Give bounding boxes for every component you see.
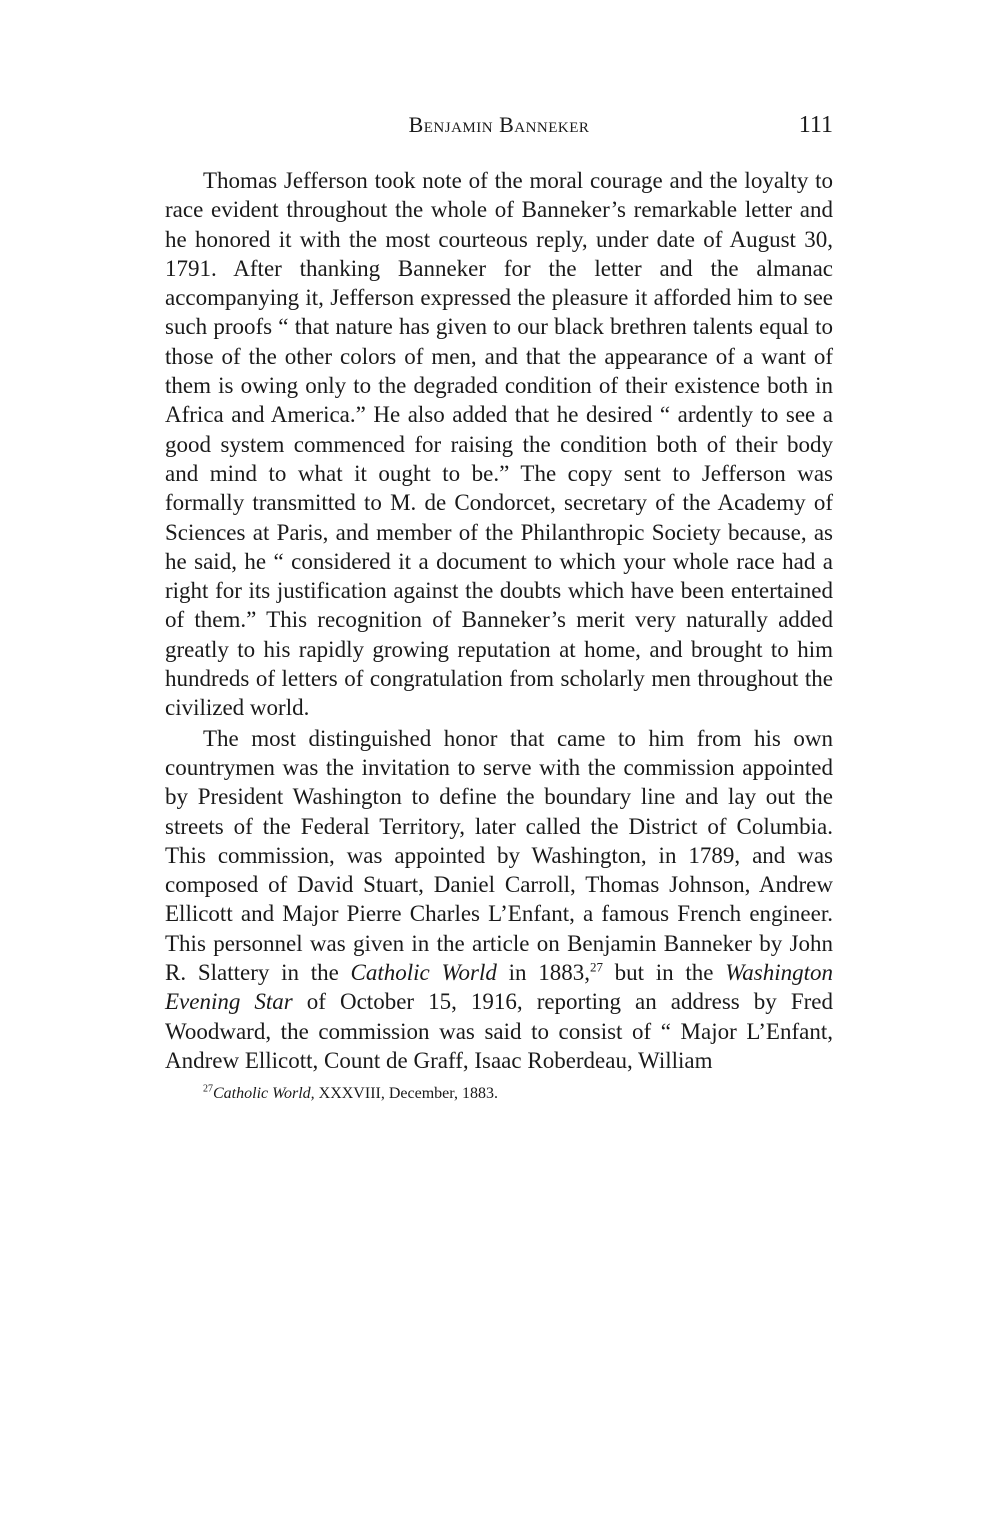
paragraph-text: of October 15, 1916, reporting an address by Fred Woodward, the commission was said to consist of “ Major L’Enfant, Andrew Ellicott, Count de Graff, Isaac Roberdeau, William: [165, 989, 834, 1073]
footnote-reference: 27: [589, 959, 603, 975]
running-title: Benjamin Banneker: [408, 112, 590, 137]
paragraph-text: in 1883,: [496, 960, 590, 986]
paragraph-commission: [165, 724, 833, 1076]
footnote-italic-title: Catholic World,: [213, 1085, 315, 1103]
italic-title-evening-star: Washington Evening Star: [165, 960, 834, 1015]
paragraph-jefferson-reply: Thomas Jefferson took note of the moral courage and the loyalty to race evident throughout the whole of Banneker’s remarkable letter and he honored it with the most courteous reply, under date of August 30, 1791. After thanking Banneker for the letter and the almanac accompanying it, Jefferson expressed the pleasure it afforded him to see such proofs “ that nature has given to our black brethren talents equal to those of the other colors of men, and that the appearance of a want of them is owing only to the degraded condition of their existence both in Africa and America.” He also added that he desired “ ardently to see a good system commenced for raising the condition both of their body and mind to what it ought to be.” The copy sent to Jefferson was formally transmitted to M. de Condorcet, secretary of the Academy of Sciences at Paris, and member of the Philanthropic Society because, as he said, he “ considered it a document to which your whole race had a right for its justification against the doubts which have been entertained of them.” This recognition of Banneker’s merit very naturally added greatly to his rapidly growing reputation at home, and brought to him hundreds of letters of congratulation from scholarly men throughout the civilized world.: [165, 168, 833, 721]
paragraph-text: but in the: [602, 960, 726, 986]
book-page: [165, 112, 833, 1105]
italic-title-catholic-world: Catholic World: [350, 960, 497, 986]
running-head: [165, 112, 833, 142]
page-number: 111: [798, 112, 833, 138]
paragraph-text: The most distinguished honor that came to him from his own countrymen was the invitation to serve with the commission appointed by President Washington to define the boundary line and lay out the streets of the Federal Territory, later called the District of Columbia. This commission, was appointed by Washington, in 1789, and was composed of David Stuart, Daniel Carroll, Thomas Johnson, Andrew Ellicott and Major Pierre Charles L’Enfant, a famous French engineer. This personnel was given in the article on Benjamin Banneker by John R. Slattery in the: [165, 725, 833, 986]
footnote-text: XXXVIII, December, 1883.: [314, 1085, 498, 1103]
footnote: [165, 1083, 833, 1105]
footnote-number: 27: [203, 1083, 213, 1095]
body-text: [165, 166, 833, 1075]
